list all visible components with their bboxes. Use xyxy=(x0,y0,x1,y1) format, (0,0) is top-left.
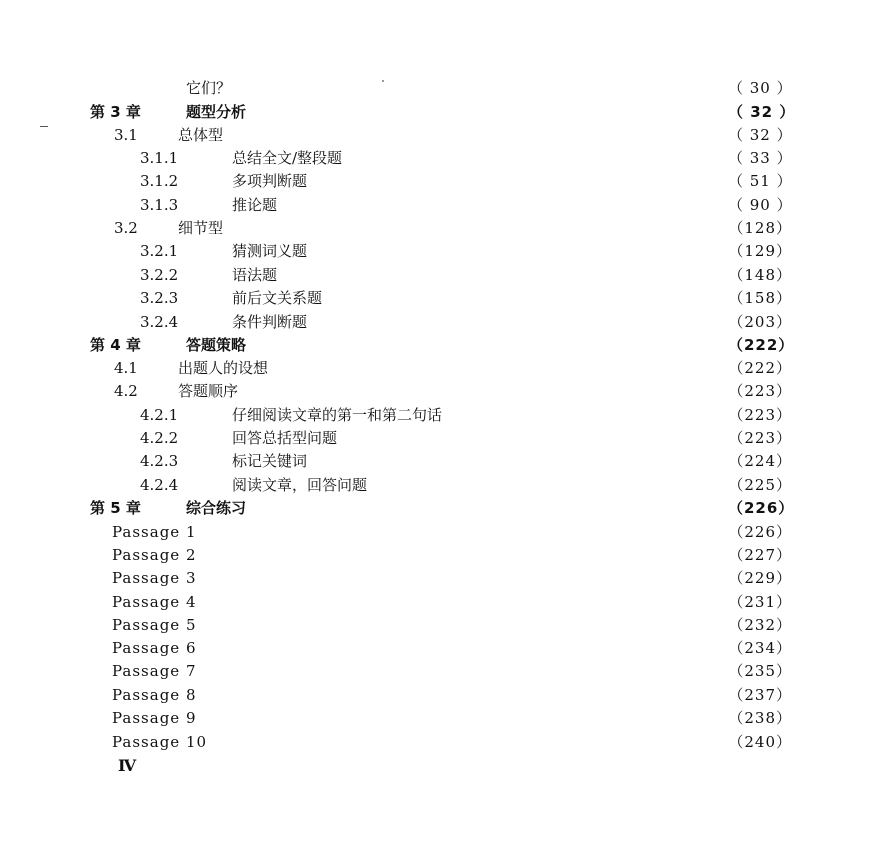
section-title: 出题人的设想 xyxy=(178,359,269,377)
toc-section[interactable] xyxy=(114,357,792,379)
toc-entry-page: （229） xyxy=(728,569,792,587)
passage-title: Passage 5 xyxy=(112,616,197,634)
dot-leader xyxy=(311,450,724,472)
toc-entry-page: （234） xyxy=(728,639,792,657)
dot-leader xyxy=(341,427,724,449)
subsection-title: 总结全文/整段题 xyxy=(232,149,343,167)
dot-leader xyxy=(250,334,724,356)
toc-subsection[interactable] xyxy=(140,287,792,309)
toc-chapter[interactable] xyxy=(90,334,795,356)
toc-chapter[interactable] xyxy=(90,497,795,519)
passage-title: Passage 10 xyxy=(112,733,208,751)
toc-entry-page: （129） xyxy=(728,242,792,260)
passage-title: Passage 9 xyxy=(112,709,197,727)
toc-entry-page: （ 32 ） xyxy=(728,126,793,144)
toc-subsection[interactable] xyxy=(140,264,792,286)
subsection-number: 3.2.1 xyxy=(140,242,179,260)
toc-entry-page: （128） xyxy=(728,219,792,237)
subsection-number: 3.2.3 xyxy=(140,289,179,307)
passage-title: Passage 6 xyxy=(112,639,197,657)
dot-leader xyxy=(236,660,724,682)
subsection-title: 仔细阅读文章的第一和第二句话 xyxy=(232,406,443,424)
dot-leader xyxy=(250,101,724,123)
toc-entry-page: （225） xyxy=(728,476,792,494)
toc-entry-page: （232） xyxy=(728,616,792,634)
toc-subsection[interactable] xyxy=(140,474,792,496)
toc-entry-page: （ 33 ） xyxy=(728,149,793,167)
subsection-number: 4.2.3 xyxy=(140,452,179,470)
toc-chapter[interactable] xyxy=(90,101,796,123)
subsection-number: 3.1.3 xyxy=(140,196,179,214)
subsection-title: 阅读文章，回答问题 xyxy=(232,476,368,494)
dot-leader xyxy=(242,380,724,402)
toc-entry-page: （224） xyxy=(728,452,792,470)
dot-leader xyxy=(311,240,724,262)
toc-passage[interactable] xyxy=(112,707,792,729)
dot-leader xyxy=(227,217,724,239)
toc-passage[interactable] xyxy=(112,567,792,589)
chapter-title: 综合练习 xyxy=(186,499,247,517)
subsection-title: 前后文关系题 xyxy=(232,289,323,307)
dot-leader xyxy=(236,614,724,636)
toc-entry-page: （237） xyxy=(728,686,792,704)
toc-subsection[interactable] xyxy=(140,240,792,262)
subsection-title: 语法题 xyxy=(232,266,278,284)
scan-margin-mark xyxy=(40,126,48,127)
toc-entry-page: （238） xyxy=(728,709,792,727)
section-number: 4.2 xyxy=(114,382,138,400)
dot-leader xyxy=(236,731,724,753)
passage-title: Passage 1 xyxy=(112,523,197,541)
toc-section[interactable] xyxy=(114,217,792,239)
toc-subsection[interactable] xyxy=(140,194,792,216)
passage-title: Passage 7 xyxy=(112,662,197,680)
toc-entry-page: （226） xyxy=(728,523,792,541)
toc-passage[interactable] xyxy=(112,544,792,566)
section-title: 细节型 xyxy=(178,219,224,237)
chapter-title: 答题策略 xyxy=(186,336,247,354)
toc-entry-page: （223） xyxy=(728,382,792,400)
toc-entry-page: （222） xyxy=(728,336,795,354)
chapter-number: 第 3 章 xyxy=(90,103,141,121)
section-title: 答题顺序 xyxy=(178,382,239,400)
toc-entry-page: （240） xyxy=(728,733,792,751)
subsection-number: 3.1.2 xyxy=(140,172,179,190)
dot-leader xyxy=(235,77,724,99)
toc-entry-page: （ 51 ） xyxy=(728,172,793,190)
section-number: 3.1 xyxy=(114,126,138,144)
dot-leader xyxy=(272,357,724,379)
toc-entry-page: （ 90 ） xyxy=(728,196,793,214)
dot-leader xyxy=(250,497,724,519)
passage-title: Passage 2 xyxy=(112,546,197,564)
subsection-title: 条件判断题 xyxy=(232,313,308,331)
toc-subsection[interactable] xyxy=(140,427,792,449)
passage-title: Passage 3 xyxy=(112,569,197,587)
dot-leader xyxy=(236,591,724,613)
toc-entry-page: （203） xyxy=(728,313,792,331)
subsection-title: 回答总括型问题 xyxy=(232,429,338,447)
toc-passage[interactable] xyxy=(112,660,792,682)
subsection-number: 4.2.2 xyxy=(140,429,179,447)
toc-passage[interactable] xyxy=(112,637,792,659)
toc-section[interactable] xyxy=(114,380,792,402)
dot-leader xyxy=(446,404,724,426)
toc-entry-page: （226） xyxy=(728,499,795,517)
dot-leader xyxy=(236,521,724,543)
toc-subsection[interactable] xyxy=(140,450,792,472)
dot-leader xyxy=(311,170,724,192)
toc-entry-page: （158） xyxy=(728,289,792,307)
passage-title: Passage 8 xyxy=(112,686,197,704)
subsection-title: 标记关键词 xyxy=(232,452,308,470)
toc-subsection[interactable] xyxy=(140,170,792,192)
toc-subsection[interactable] xyxy=(140,147,792,169)
subsection-title: 推论题 xyxy=(232,196,278,214)
dot-leader xyxy=(326,287,724,309)
toc-subsection[interactable] xyxy=(140,311,792,333)
section-number: 3.2 xyxy=(114,219,138,237)
dot-leader xyxy=(311,311,724,333)
dot-leader xyxy=(281,264,724,286)
dot-leader xyxy=(236,637,724,659)
dot-leader xyxy=(236,684,724,706)
subsection-number: 4.2.1 xyxy=(140,406,179,424)
subsection-title: 猜测词义题 xyxy=(232,242,308,260)
toc-passage[interactable] xyxy=(112,684,792,706)
toc-entry[interactable] xyxy=(186,77,792,99)
dot-leader xyxy=(281,194,724,216)
toc-entry-title: 它们？ xyxy=(186,79,232,97)
dot-leader xyxy=(236,707,724,729)
toc-entry-page: （222） xyxy=(728,359,792,377)
toc-passage[interactable] xyxy=(112,731,792,753)
toc-section[interactable] xyxy=(114,124,792,146)
subsection-title: 多项判断题 xyxy=(232,172,308,190)
toc-entry-page: （231） xyxy=(728,593,792,611)
dot-leader xyxy=(236,567,724,589)
toc-entry-page: （ 30 ） xyxy=(728,79,793,97)
toc-subsection[interactable] xyxy=(140,404,792,426)
toc-entry-page: （223） xyxy=(728,406,792,424)
section-title: 总体型 xyxy=(178,126,224,144)
subsection-number: 3.2.2 xyxy=(140,266,179,284)
toc-entry-page: （227） xyxy=(728,546,792,564)
toc-passage[interactable] xyxy=(112,614,792,636)
chapter-title: 题型分析 xyxy=(186,103,247,121)
chapter-number: 第 5 章 xyxy=(90,499,141,517)
toc-entry-page: （223） xyxy=(728,429,792,447)
dot-leader xyxy=(346,147,724,169)
toc-passage[interactable] xyxy=(112,591,792,613)
subsection-number: 3.2.4 xyxy=(140,313,179,331)
passage-title: Passage 4 xyxy=(112,593,197,611)
toc-entry-page: （ 32 ） xyxy=(728,103,796,121)
dot-leader xyxy=(227,124,724,146)
toc-passage[interactable] xyxy=(112,521,792,543)
subsection-number: 4.2.4 xyxy=(140,476,179,494)
dot-leader xyxy=(371,474,724,496)
page-number: Ⅳ xyxy=(118,756,137,775)
chapter-number: 第 4 章 xyxy=(90,336,141,354)
toc-entry-page: （148） xyxy=(728,266,792,284)
dot-leader xyxy=(236,544,724,566)
toc-entry-page: （235） xyxy=(728,662,792,680)
section-number: 4.1 xyxy=(114,359,138,377)
subsection-number: 3.1.1 xyxy=(140,149,179,167)
